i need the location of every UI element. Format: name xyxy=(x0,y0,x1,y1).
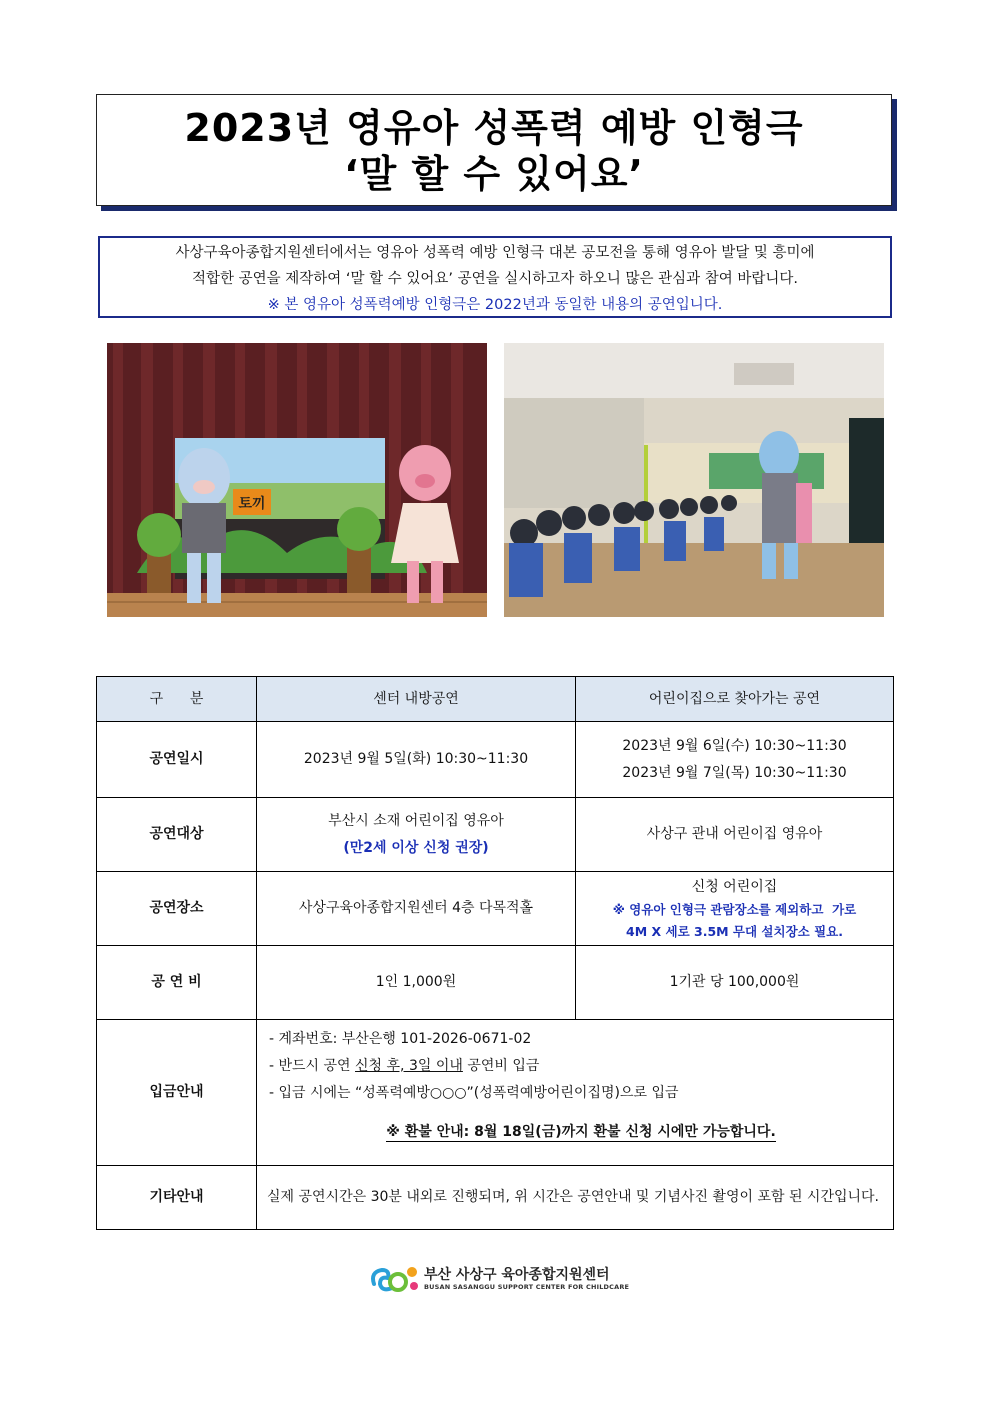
place-visit-1: 신청 어린이집 xyxy=(691,878,778,895)
payment-line-2a: - 반드시 공연 xyxy=(269,1058,356,1074)
payment-line-3: - 입금 시에는 “성폭력예방○○○”(성폭력예방어린이집명)으로 입금 xyxy=(269,1085,679,1101)
target-center xyxy=(257,798,576,872)
label-target: 공연대상 xyxy=(97,798,257,872)
table-header-row xyxy=(97,677,894,722)
intro-line-1: 사상구육아종합지원센터에서는 영유아 성폭력 예방 인형극 대본 공모전을 통해 영유아 발달 및 흥미에 xyxy=(175,245,815,261)
place-visit-2: ※ 영유아 인형극 관람장소를 제외하고 가로 xyxy=(612,901,857,917)
page-title: 2023년 영유아 성폭력 예방 인형극 xyxy=(184,106,804,150)
place-center: 사상구육아종합지원센터 4층 다목적홀 xyxy=(257,872,576,946)
payment-line-2b: 공연비 입금 xyxy=(462,1058,540,1074)
stage-sign-text: 토끼 xyxy=(238,496,266,512)
date-visit-1: 2023년 9월 6일(수) 10:30~11:30 xyxy=(622,737,847,754)
target-center-2: (만2세 이상 신청 권장) xyxy=(343,839,489,856)
payment-line-2 xyxy=(269,1053,893,1080)
table-row-etc xyxy=(97,1166,894,1230)
intro-note: ※ 본 영유아 성폭력예방 인형극은 2022년과 동일한 내용의 공연입니다. xyxy=(267,297,723,313)
intro-line-2: 적합한 공연을 제작하여 ‘말 할 수 있어요’ 공연을 실시하고자 하오니 많은 관심과 참여 바랍니다. xyxy=(191,271,798,287)
table-row-fee xyxy=(97,946,894,1020)
refund-notice xyxy=(269,1119,893,1146)
table-row-target xyxy=(97,798,894,872)
label-date: 공연일시 xyxy=(97,722,257,798)
org-name: 부산 사상구 육아종합지원센터 xyxy=(424,1267,610,1283)
table-row-date xyxy=(97,722,894,798)
intro-box xyxy=(98,236,892,318)
fee-center: 1인 1,000원 xyxy=(257,946,576,1020)
payment-line-2u: 신청 후, 3일 이내 xyxy=(355,1058,463,1074)
payment-line-1: - 계좌번호: 부산은행 101-2026-0671-02 xyxy=(269,1031,532,1047)
place-visit xyxy=(576,872,894,946)
label-etc: 기타안내 xyxy=(97,1166,257,1230)
org-sub: BUSAN SASANGGU SUPPORT CENTER FOR CHILDCARE xyxy=(424,1283,630,1291)
target-visit: 사상구 관내 어린이집 영유아 xyxy=(576,798,894,872)
header-category: 구 분 xyxy=(97,677,257,722)
date-center: 2023년 9월 5일(화) 10:30~11:30 xyxy=(257,722,576,798)
date-visit xyxy=(576,722,894,798)
label-fee: 공 연 비 xyxy=(97,946,257,1020)
place-visit-3: 4M X 세로 3.5M 무대 설치장소 필요. xyxy=(626,923,843,939)
refund-notice-text: ※ 환불 안내: 8월 18일(금)까지 환불 신청 시에만 가능합니다. xyxy=(386,1124,776,1140)
date-visit-2: 2023년 9월 7일(목) 10:30~11:30 xyxy=(622,764,847,781)
title-box xyxy=(96,94,892,206)
label-place: 공연장소 xyxy=(97,872,257,946)
stage-photo xyxy=(107,343,487,617)
etc-info: 실제 공연시간은 30분 내외로 진행되며, 위 시간은 공연안내 및 기념사진 촬영이 포함 된 시간입니다. xyxy=(257,1166,894,1230)
org-logo xyxy=(368,1262,638,1296)
payment-info xyxy=(257,1020,894,1166)
fee-visit: 1기관 당 100,000원 xyxy=(576,946,894,1020)
page-subtitle: ‘말 할 수 있어요’ xyxy=(344,152,644,196)
header-visit: 어린이집으로 찾아가는 공연 xyxy=(576,677,894,722)
info-table xyxy=(96,676,894,1230)
org-logo-icon xyxy=(368,1262,422,1296)
table-row-place xyxy=(97,872,894,946)
header-center: 센터 내방공연 xyxy=(257,677,576,722)
label-payment: 입금안내 xyxy=(97,1020,257,1166)
table-row-payment xyxy=(97,1020,894,1166)
target-center-1: 부산시 소재 어린이집 영유아 xyxy=(328,812,504,829)
classroom-photo xyxy=(504,343,884,617)
